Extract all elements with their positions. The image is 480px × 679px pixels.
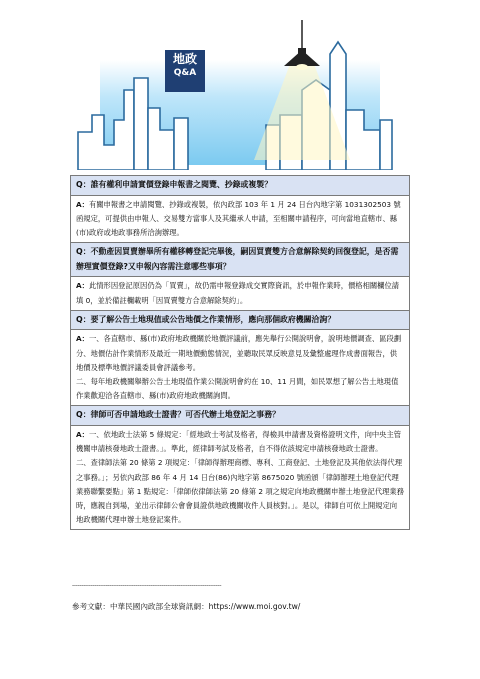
banner-title bbox=[166, 52, 204, 80]
answer-label: A： bbox=[76, 281, 89, 291]
answer-paragraph bbox=[76, 279, 404, 307]
banner-title-text: 地政 bbox=[172, 52, 197, 66]
answer-paragraph bbox=[76, 456, 404, 527]
question-row: Q：要了解公告土地現值或公告地價之作業情形，應向那個政府機關洽詢？ bbox=[70, 311, 410, 331]
answer-label: A： bbox=[76, 430, 89, 439]
answer-text: 此情形因登記原因仍為「買賣」，故仍需申報登錄成交實際資訊，於申報作業時，價格相關欄位請填 0，並於備註欄載明「因買賣雙方合意解除契約」。 bbox=[76, 281, 400, 305]
question-row: Q：誰有權利申請實價登錄申報書之閱覽、抄錄或複製？ bbox=[70, 175, 410, 196]
answer-paragraph bbox=[76, 198, 404, 241]
answer-label: A： bbox=[76, 199, 89, 209]
question-row: Q：律師可否申請地政士證書？可否代辦土地登記之事務？ bbox=[70, 406, 410, 426]
question-row: Q：不動產因買賣辦畢所有權移轉登記完畢後，嗣因買賣雙方合意解除契約回復登記，是否需辦理實價登錄?又申報內容需注意哪些事項？ bbox=[70, 243, 410, 277]
footer bbox=[72, 581, 412, 612]
answer-text: 二、每年地政機關舉辦公告土地現值作業公開說明會約在 10、11 月間，如民眾想了解公告土地現值作業歡迎洽各直轄市、縣(市)政府地政機關詢問。 bbox=[76, 377, 399, 401]
answer-paragraph bbox=[76, 375, 404, 403]
answer-paragraph bbox=[76, 428, 404, 456]
answer-text: 一、各直轄市、縣(市)政府地政機關於地價評議前，應先舉行公開說明會，說明地價調查、區段劃分、地價估計作業情形及最近一期地價動態情況，並聽取民眾反映意見及彙整處理作成書面報告，供地價及標準地價評議委員會評議參考。 bbox=[76, 334, 402, 372]
answer-row bbox=[70, 426, 410, 530]
city-skyline-illustration bbox=[70, 20, 410, 170]
footer-divider: -------------------------------------------------------------------------------- bbox=[72, 582, 222, 589]
answer-label: A： bbox=[76, 334, 89, 344]
banner bbox=[70, 20, 410, 170]
qa-list bbox=[70, 175, 410, 530]
answer-row bbox=[70, 277, 410, 310]
banner-subtitle-text: Q&A bbox=[173, 68, 197, 78]
answer-text: 有關申報書之申請閱覽、抄錄或複製，依內政部 103 年 1 月 24 日台內地字第 1031302503 號函規定，可提供由申報人、交易雙方當事人及其繼承人申請，至相關申請程序，可向當地直轄市、縣(市)政府或地政事務所洽詢辦理。 bbox=[76, 199, 401, 237]
footer-reference: 參考文獻：中華民國內政部全球資訊網：https://www.moi.gov.tw/ bbox=[72, 602, 301, 611]
answer-row bbox=[70, 196, 410, 244]
answer-row bbox=[70, 330, 410, 406]
answer-text: 一、依地政士法第 5 條規定：「經地政士考試及格者，得檢具申請書及資格證明文件，向中央主管機關申請核發地政士證書。」。準此，經律師考試及格者，自不得依該規定申請核發地政士證書。 bbox=[76, 430, 402, 454]
answer-paragraph bbox=[76, 332, 404, 375]
answer-text: 二、查律師法第 20 條第 2 項規定：「律師得辦理商標、專利、工商登記、土地登記及其他依法得代理之事務。」；另依內政部 86 年 4 月 14 日台(86)內地字第 8675020 號函頒「律師辦理土地登記代理業務聯繫要點」第 1 點規定：「律師依律師法第 20 條第 2 項之規定向地政機關申辦土地登記代理業務時，應親自到場，並出示律師公會會員證供地政機關收件人員核對。」。是以，律師自可依上開規定向地政機關代理申辦土地登記案件。 bbox=[76, 458, 405, 525]
